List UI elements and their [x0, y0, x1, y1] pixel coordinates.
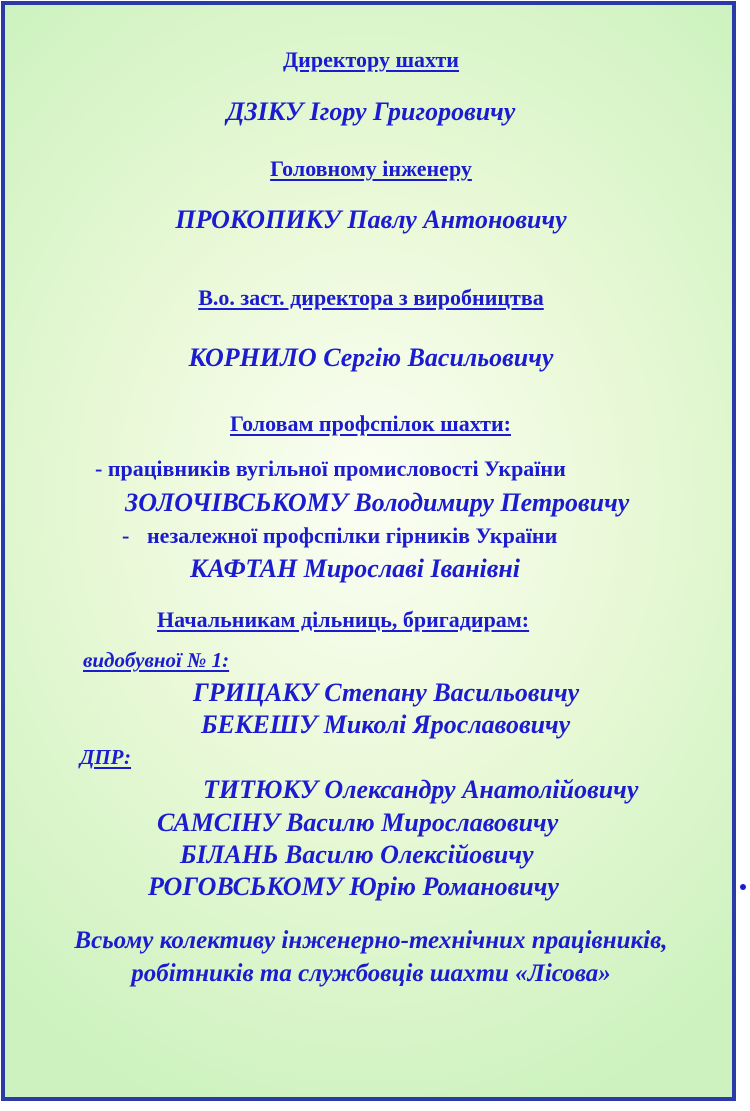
- miners-union-label: незалежної профспілки гірників України: [147, 523, 558, 548]
- mining-section-label: видобувної № 1:: [83, 648, 230, 672]
- list-item: САМСІНУ Василю Мирославовичу: [157, 808, 559, 837]
- chief-engineer-title: Головному інженеру: [270, 156, 472, 181]
- deputy-director-title: В.о. заст. директора з виробництва: [198, 285, 544, 310]
- unions-title: Головам профспілок шахти:: [230, 411, 511, 436]
- list-item: ТИТЮКУ Олександру Анатолійовичу: [203, 775, 639, 804]
- dpr-section-label: ДПР:: [80, 745, 132, 769]
- list-item: БІЛАНЬ Василю Олексійовичу: [180, 840, 534, 869]
- deputy-director-name: КОРНИЛО Сергію Васильовичу: [188, 343, 554, 372]
- coal-union-head: ЗОЛОЧІВСЬКОМУ Володимиру Петровичу: [125, 488, 630, 517]
- sections-title: Начальникам дільниць, бригадирам:: [157, 607, 530, 632]
- miners-union-dash: -: [122, 523, 130, 548]
- chief-engineer-name: ПРОКОПИКУ Павлу Антоновичу: [175, 205, 567, 234]
- closing-line-1: Всьому колективу інженерно-технічних працівників,: [74, 927, 668, 954]
- list-item: БЕКЕШУ Миколі Ярославовичу: [201, 710, 571, 739]
- list-item: ГРИЦАКУ Степану Васильовичу: [193, 678, 580, 707]
- miners-union-head: КАФТАН Мирославі Іванівні: [190, 554, 521, 583]
- coal-union-label: - працівників вугільної промисловості України: [95, 456, 566, 481]
- director-name: ДЗІКУ Ігору Григоровичу: [226, 97, 516, 126]
- closing-line-2: робітників та службовців шахти «Лісова»: [131, 960, 611, 987]
- list-item: РОГОВСЬКОМУ Юрію Романовичу: [148, 872, 559, 901]
- director-title: Директору шахти: [283, 47, 459, 72]
- bullet-dot-icon: [740, 884, 746, 890]
